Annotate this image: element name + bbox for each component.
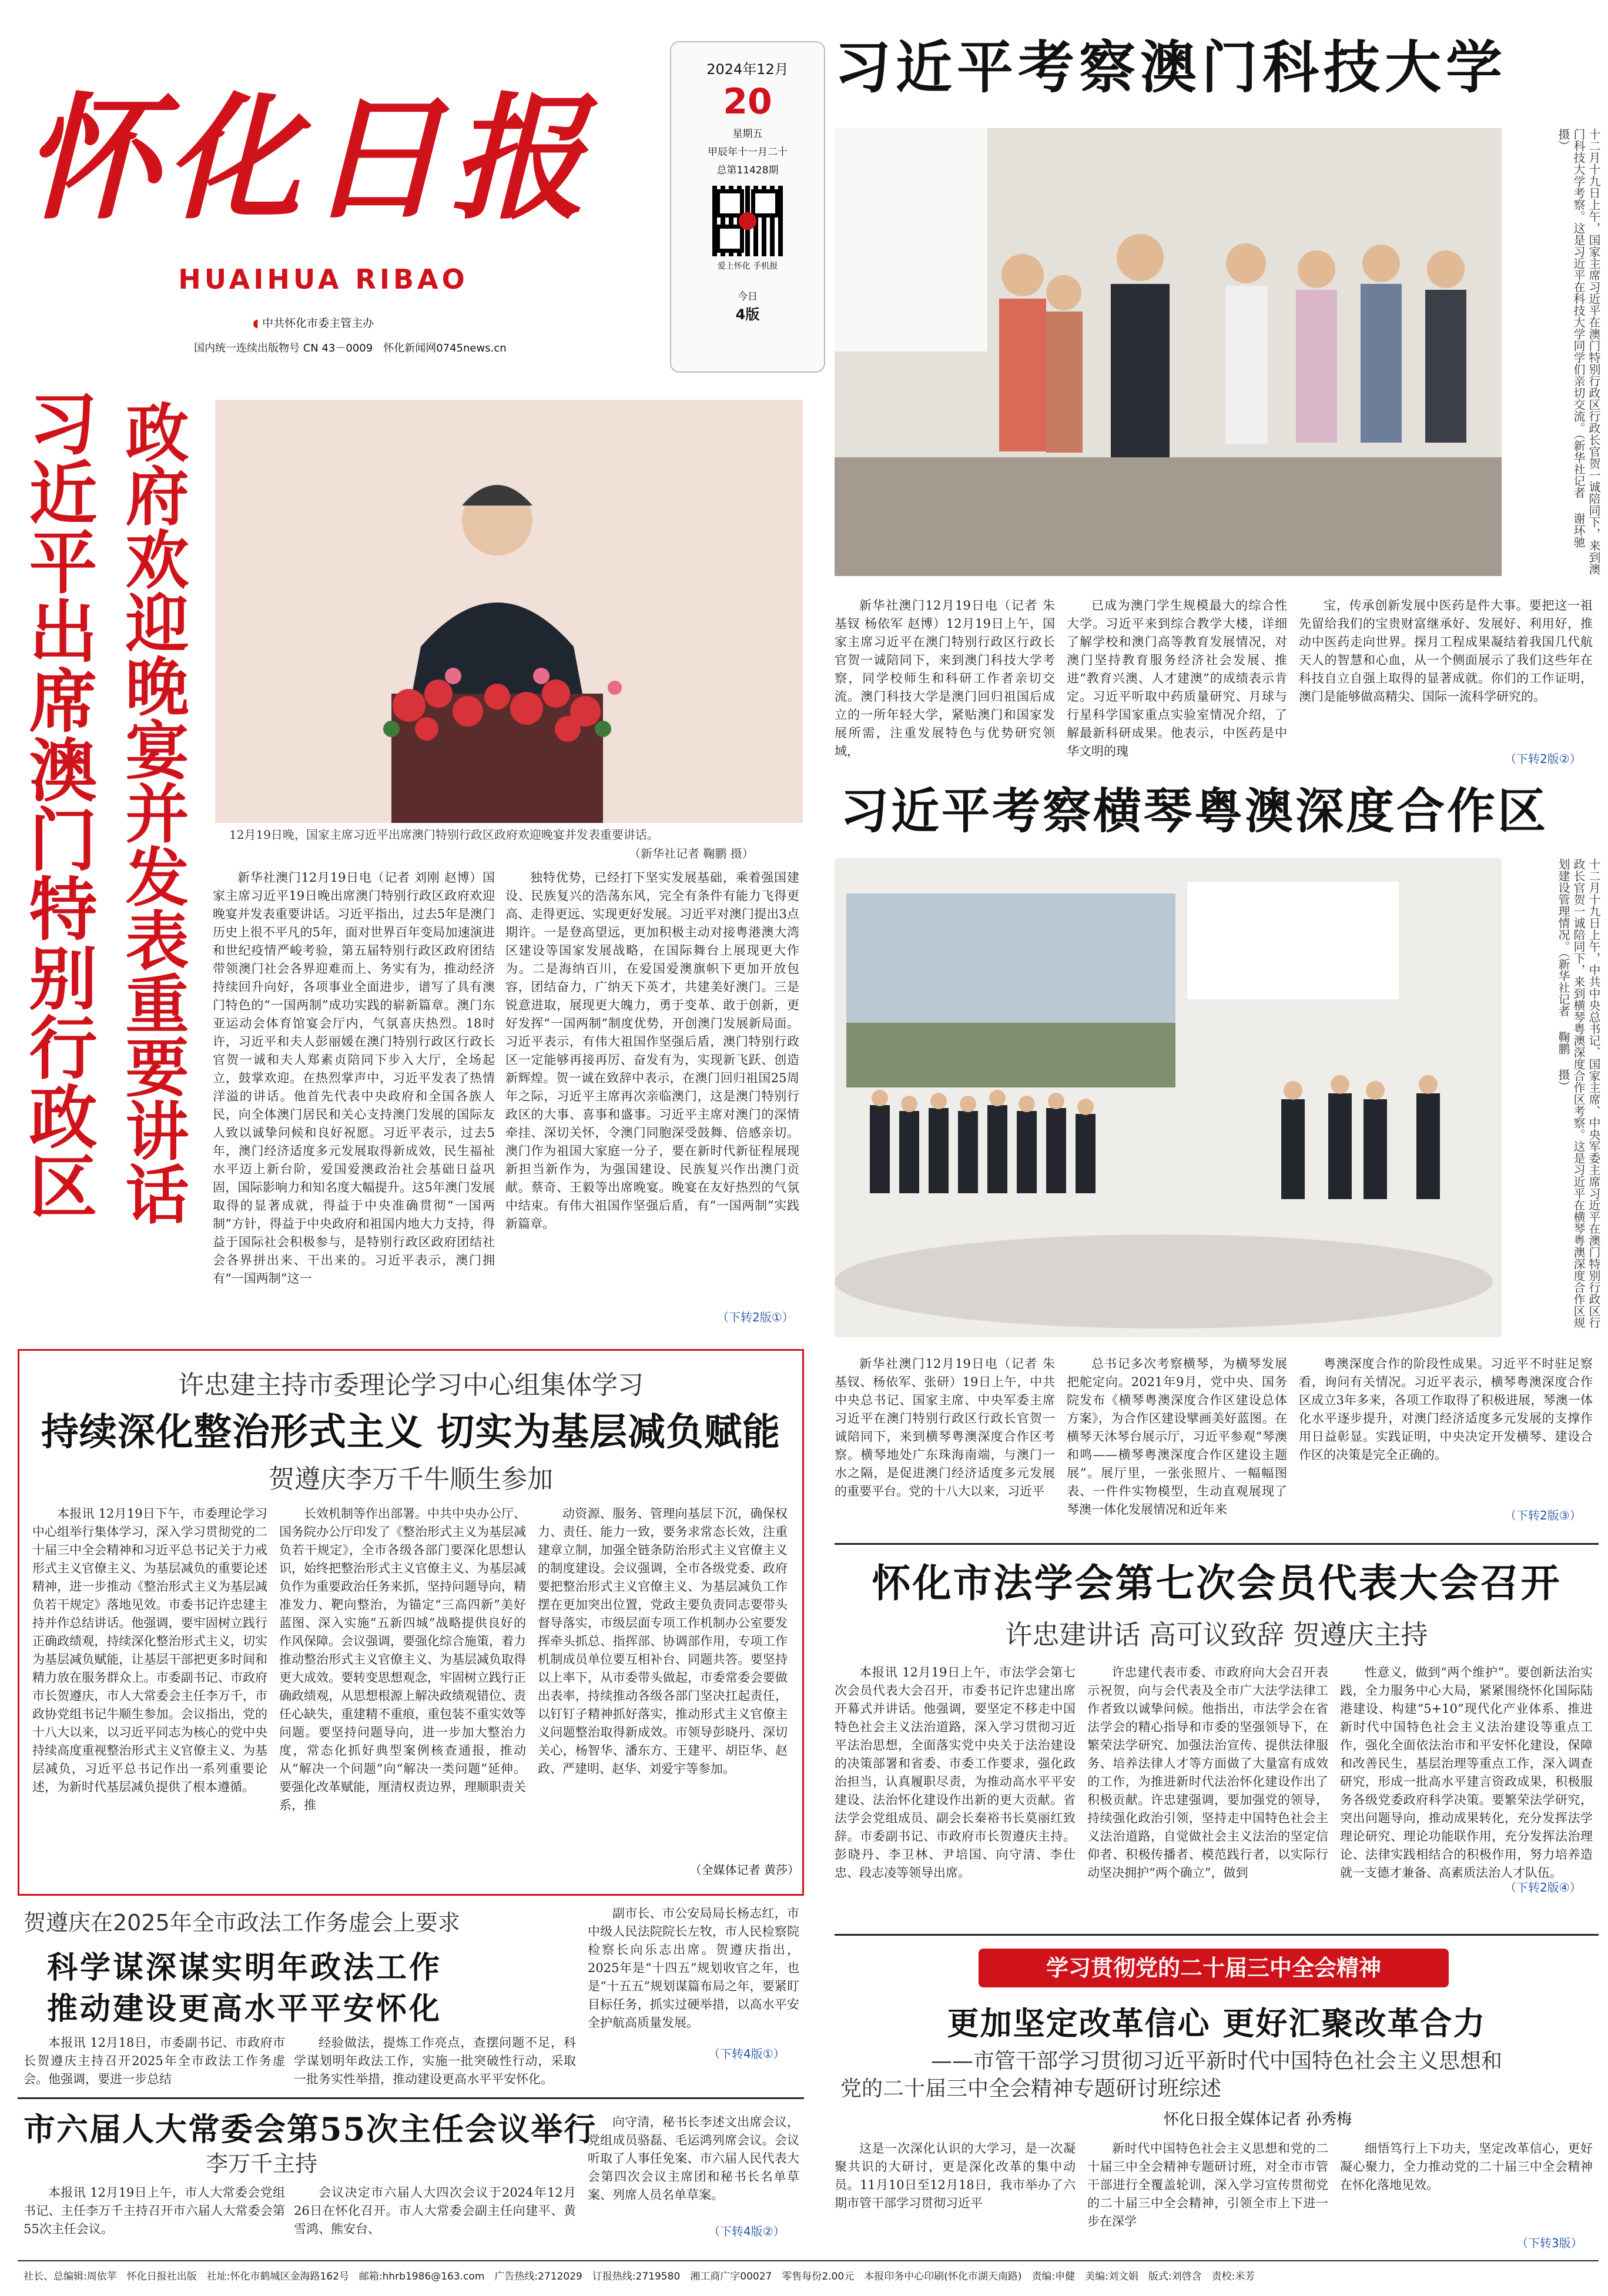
law-continued-link[interactable]: （下转2版④）: [1505, 1880, 1582, 1895]
study-body-col1: 本报讯 12月19日下午，市委理论学习中心组举行集体学习，深入学习贯彻党的二十届三中全会精神和习近平总书记关于力戒形式主义官僚主义、为基层减负的重要论述精神，进一步推动《整治形式主义为基层减负若干规定》落地见效。市委书记许忠建主持并作总结讲话。他强调，要牢固树立践行正确政绩观，持续深化整治形式主义，切实为基层减负赋能，让基层干部把更多时间和精力放在服务群众上。市委副书记、市政府市长贺遵庆，市人大常委会主任李万千，市政协党组书记牛顺生参加。会议指出，党的十八大以来，以习近平同志为核心的党中央持续高度重视整治形式主义官僚主义、为基层减负，习近平总书记作出一系列重要论述，为新时代基层减负提供了根本遵循。: [32, 1507, 267, 1794]
university-photo: [835, 128, 1502, 576]
issue-number: 总第11428期: [716, 165, 779, 176]
sponsor-logo-icon: ◖: [253, 317, 259, 330]
divider-law: [835, 1543, 1599, 1545]
divider-npc: [18, 2097, 804, 2099]
lead-headline-col2: 政府欢迎晚宴并发表重要讲话: [115, 400, 189, 1225]
hengqin-photo-caption: 十二月十九日上午，中共中央总书记、国家主席、中央军委主席习近平在澳门特别行政区行政长官贺一诚陪同下，来到横琴粤澳深度合作区考察。这是习近平在横琴粤澳深度合作区规划建设管理情况。（新华社记者 鞠鹏 摄）: [1556, 858, 1601, 1328]
qr-code-icon[interactable]: [712, 186, 783, 256]
footer-imprint: 社长、总编辑:周依苹 怀化日报社出版 社址:怀化市鹤城区金海路162号 邮箱:hhrb1986@163.com 广告热线:2712029 订报热线:2719580 湘工商广字00027 零售每份2.00元 本报印务中心印刷(怀化市湖天南路) 责编:申健 美编:刘文娟 版式:刘啓含 责校:米芳: [24, 2271, 1255, 2282]
lead-headline-col1: 习近平出席澳门特别行政区: [18, 388, 98, 1220]
plenum-byline: 怀化日报全媒体记者 孙秀梅: [1163, 2111, 1352, 2128]
study-subheadline: 贺遵庆李万千牛顺生参加: [269, 1464, 553, 1494]
plenum-subheadline-2: 党的二十届三中全会精神专题研讨班综述: [840, 2077, 1222, 2101]
university-body-col2: 已成为澳门学生规模最大的综合性大学。习近平来到综合教学大楼，详细了解学校和澳门高等教育发展情况，对澳门坚持教育服务经济社会发展、推进“教育兴澳、人才建澳”的成绩表示肯定。习近平听取中药质量研究、月球与行星科学国家重点实验室情况介绍，了解最新科研成果。他表示，中医药是中华文明的瑰: [1067, 598, 1287, 758]
politics-headline-1: 科学谋深谋实明年政法工作: [47, 1950, 443, 1986]
qr-label: 爱上怀化 手机报: [717, 262, 778, 271]
reg-line: 国内统一连续出版物号 CN 43－0009 怀化新闻网0745news.cn: [194, 342, 507, 354]
npc-body-col1: 本报讯 12月19日上午，市人大常委会党组书记、主任李万千主持召开市六届人大常委会第55次主任会议。: [24, 2185, 285, 2236]
npc-body-col2: 会议决定市六届人大四次会议于2024年12月26日在怀化召开。市人大常委会副主任向建平、黄雪鸿、熊安台、: [294, 2185, 576, 2236]
university-body-col3: 宝，传承创新发展中医药是件大事。要把这一祖先留给我们的宝贵财富继承好、发展好、利用好，推动中医药走向世界。探月工程成果凝结着我国几代航天人的智慧和心血，从一个侧面展示了我们这些年在科技自立自强上取得的显著成就。你们的工作证明，澳门是能够做高精尖、国际一流科学研究的。: [1299, 598, 1593, 704]
divider-plenum: [835, 1934, 1599, 1936]
weekday: 星期五: [732, 128, 763, 140]
study-body-col3: 动资源、服务、管理向基层下沉，确保权力、责任、能力一致，要务求常态长效，注重建章立制，加强全链条防治形式主义官僚主义的制度建设。会议强调，全市各级党委、政府要把整治形式主义官僚主义、为基层减负工作摆在更加突出位置，党政主要负责同志要带头督导落实，市级层面专项工作机制办公室要发挥牵头抓总、指挥部、协调部作用，专项工作机制成员单位要互相补台、同题共答。要坚持以上率下，从市委带头做起，市委常委会要做出表率，持续推动各级各部门坚决扛起责任，以钉钉子精神抓好落实，推动形式主义官僚主义问题整治取得新成效。市领导彭晓丹、深切关心，杨智华、潘东方、王建平、胡臣华、赵政、严建明、赵华、刘爱宇等参加。: [538, 1507, 788, 1776]
study-body-col2: 长效机制等作出部署。中共中央办公厅、国务院办公厅印发了《整治形式主义为基层减负若干规定》，全市各级各部门要深化思想认识，始终把整治形式主义官僚主义、为基层减负作为重要政治任务来抓，坚持问题导向，精准发力、靶向整治，为锚定“三高四新”美好蓝图、深入实施“五新四城”战略提供良好的作风保障。会议强调，要强化综合施策，着力推动整治形式主义官僚主义、为基层减负取得更大成效。要转变思想观念，牢固树立践行正确政绩观，从思想根源上解决政绩观错位、责任心缺失，重建精不重痕，重包装不重实效等问题。要坚持问题导向，进一步加大整治力度，常态化抓好典型案例核查通报，推动从“解决一个问题”向“解决一类问题”延伸。要强化改革赋能，厘清权责边界，理顺职责关系，推: [279, 1507, 526, 1812]
npc-headline: 市六届人大常委会第55次主任会议举行: [24, 2110, 597, 2148]
university-continued-link[interactable]: （下转2版②）: [1505, 752, 1582, 766]
npc-continued-link[interactable]: （下转4版②）: [708, 2224, 785, 2238]
lead-photo: [215, 400, 803, 823]
plenum-body-col2: 新时代中国特色社会主义思想和党的二十届三中全会精神专题研讨班，对全市市管干部进行全覆盖轮训，深入学习宣传贯彻党的二十届三中全会精神，引领全市上下进一步在深学: [1087, 2141, 1328, 2228]
lead-body-col2: 独特优势，已经打下坚实发展基础，乘着强国建设、民族复兴的浩荡东风，完全有条件有能力飞得更高、走得更远、实现更好发展。习近平对澳门提出3点期许。一是登高望远，更加积极主动对接粤港澳大湾区建设等国家发展战略，在国际舞台上展现更大作为。二是海纳百川，在爱国爱澳旗帜下更加开放包容，团结奋力，广纳天下英才，共建美好澳门。三是锐意进取，展现更大魄力，勇于变革、敢于创新，更好发挥“一国两制”制度优势，开创澳门发展新局面。习近平表示，有伟大祖国作坚强后盾，澳门特别行政区一定能够再接再厉、奋发有为，实现新飞跃、创造新辉煌。贺一诚在致辞中表示，在澳门回归祖国25周年之际，习近平主席再次亲临澳门，这是澳门特别行政区的大事、喜事和盛事。习近平主席对澳门的深情牵挂、深切关怀，令澳门同胞深受鼓舞、倍感亲切。澳门作为祖国大家庭一分子，要在新时代新征程展现新担当新作为，为强国建设、民族复兴作出澳门贡献。蔡奇、王毅等出席晚宴。晚宴在友好热烈的气氛中结束。有伟大祖国作坚强后盾，有“一国两制”实践新篇章。: [505, 871, 799, 1231]
lead-photo-credit: （新华社记者 鞠鹏 摄）: [629, 846, 754, 861]
date-year-month: 2024年12月: [706, 61, 789, 78]
university-photo-caption: 十二月十九日上午，国家主席习近平在澳门特别行政区行政长官贺一诚陪同下，来到澳门科技大学考察。这是习近平在科技大学同学们亲切交流。（新华社记者 谢环驰 摄）: [1556, 128, 1601, 575]
lead-body-col1: 新华社澳门12月19日电（记者 刘刚 赵博）国家主席习近平19日晚出席澳门特别行政区政府欢迎晚宴并发表重要讲话。习近平指出，过去5年是澳门历史上很不平凡的5年，面对世界百年变局加速演进和世纪疫情严峻考验，第五届特别行政区政府团结带领澳门社会各界迎难而上、务实有为，推动经济持续回升向好，各项事业全面进步，谱写了具有澳门特色的“一国两制”成功实践的崭新篇章。澳门东亚运动会体育馆宴会厅内，气氛喜庆热烈。18时许，习近平和夫人彭丽媛在澳门特别行政区行政长官贺一诚和夫人郑素贞陪同下步入大厅，全场起立，鼓掌欢迎。在热烈掌声中，习近平发表了热情洋溢的讲话。他首先代表中央政府和全国各族人民，向全体澳门居民和关心支持澳门发展的国际友人致以诚挚问候和良好祝愿。习近平表示，过去5年，澳门经济适度多元发展取得新成效，民生福祉水平迈上新台阶，爱国爱澳政治社会基础日益巩固，国际影响力和知名度大幅提升。这5年澳门发展取得的显著成就，得益于中央准确贯彻“一国两制”方针，得益于中央政府和祖国内地大力支持，得益于国际社会积极参与，是特别行政区政府团结社会各界拼出来、干出来的。习近平表示，澳门拥有“一国两制”这一: [213, 871, 495, 1286]
plenum-body-col3: 细悟笃行上下功夫，坚定改革信心，更好凝心聚力，全力推动党的二十届三中全会精神在怀化落地见效。: [1340, 2141, 1593, 2192]
date-day: 20: [723, 81, 772, 122]
politics-continued-link[interactable]: （下转4版①）: [708, 2047, 785, 2061]
lead-photo-caption: 12月19日晚，国家主席习近平出席澳门特别行政区政府欢迎晚宴并发表重要讲话。: [229, 828, 659, 842]
hengqin-continued-link[interactable]: （下转2版③）: [1505, 1508, 1582, 1522]
plenum-headline: 更加坚定改革信心 更好汇聚改革合力: [947, 2004, 1486, 2042]
plenum-subheadline-1: ——市管干部学习贯彻习近平新时代中国特色社会主义思想和: [930, 2049, 1502, 2073]
law-subheadline: 许忠建讲话 高可议致辞 贺遵庆主持: [1005, 1619, 1428, 1651]
politics-body-col3: 副市长、市公安局局长杨志红，市中级人民法院院长左牧，市人民检察院检察长向乐志出席。贺遵庆指出，2025年是“十四五”规划收官之年，也是“十五五”规划谋篇布局之年，要紧盯目标任务，抓实过硬举措，以高水平安全护航高质量发展。: [588, 1906, 799, 2030]
law-headline: 怀化市法学会第七次会员代表大会召开: [872, 1560, 1562, 1606]
masthead-pinyin: HUAIHUA RIBAO: [178, 263, 468, 295]
hengqin-body-col3: 粤澳深度合作的阶段性成果。习近平不时驻足察看，询问有关情况。习近平表示，横琴粤澳深度合作区成立3年多来，各项工作取得了积极进展，琴澳一体化水平逐步提升，对澳门经济适度多元发展的支撑作用日益彰显。实践证明，中央决定开发横琴、建设合作区的决策是完全正确的。: [1299, 1357, 1593, 1462]
law-body-col3: 性意义，做到“两个维护”。要创新法治实践，全力服务中心大局，紧紧围绕怀化国际陆港建设、构建“5+10”现代化产业体系、推进新时代中国特色社会主义法治建设等重点工作，强化全面依法治市和平安怀化建设，保障和改善民生，基层治理等重点工作，深入调查研究，形成一批高水平建言资政成果，积极服务各级党委政府科学决策。要繁荣法学研究，突出问题导向，推动成果转化，充分发挥法学理论研究、理论功能联作用，充分发挥法治理论、法律实践相结合的积极作用，努力培养造就一支德才兼备、高素质法治人才队伍。: [1340, 1665, 1593, 1880]
university-headline: 习近平考察澳门科技大学: [835, 34, 1507, 101]
politics-body-col2: 经验做法，提炼工作亮点，查摆问题不足，科学谋划明年政法工作，实施一批突破性行动，采取一批务实性举措，推动建设更高水平平安怀化。: [294, 2036, 576, 2086]
plenum-continued-link[interactable]: （下转3版）: [1516, 2236, 1583, 2250]
today-label: 今日: [738, 291, 758, 303]
npc-body-col3: 向守清，秘书长李述文出席会议，党组成员骆磊、毛运鸿列席会议。会议听取了人事任免案、市六届人民代表大会第四次会议主席团和秘书长名单草案、列席人员名单草案。: [588, 2115, 799, 2202]
sponsor-line: ◖ 中共怀化市委主管主办: [253, 317, 374, 330]
politics-headline-2: 推动建设更高水平平安怀化: [47, 1991, 443, 2027]
footer-rule: [18, 2260, 1599, 2261]
law-body-col2: 许忠建代表市委、市政府向大会召开表示祝贺，向与会代表及全市广大法学法律工作者致以诚挚问候。他指出，市法学会在省法学会的精心指导和市委的坚强领导下，在繁荣法学研究、加强法治宣传、提供法律服务、培养法律人才等方面做了大量富有成效的工作，为推进新时代法治怀化建设作出了积极贡献。许忠建强调，要加强党的领导，持续强化政治引领，坚持走中国特色社会主义法治道路，自觉做社会主义法治的坚定信仰者、积极传播者、模范践行者，以实际行动坚决拥护“两个确立”，做到: [1087, 1665, 1328, 1880]
study-headline: 持续深化整治形式主义 切实为基层减负赋能: [41, 1410, 781, 1454]
npc-subheadline: 李万千主持: [206, 2151, 318, 2177]
plenum-body-col1: 这是一次深化认识的大学习，是一次凝聚共识的大研讨，更是深化改革的集中动员。11月10日至12月18日，我市举办了六期市管干部学习贯彻习近平: [835, 2141, 1076, 2210]
speaker-illustration: [215, 400, 803, 823]
university-body-col1: 新华社澳门12月19日电（记者 朱基钗 杨依军 赵博）12月19日上午，国家主席习近平在澳门特别行政区行政长官贺一诚陪同下，来到澳门科技大学考察，同学校师生和科研工作者亲切交流。澳门科技大学是澳门回归祖国后成立的一所年轻大学，紧贴澳门和国家发展所需，注重发展特色与优势研究领域，: [835, 598, 1055, 758]
law-body-col1: 本报讯 12月19日上午，市法学会第七次会员代表大会召开，市委书记许忠建出席开幕式并讲话。他强调，要坚定不移走中国特色社会主义法治道路，深入学习贯彻习近平法治思想，全面落实党中央关于法治建设的决策部署和省委、市委工作要求，强化政治担当，认真履职尽责，为推动高水平平安建设、法治怀化建设作出新的更大贡献。省法学会党组成员、副会长秦裕书长莫丽红致辞。市委副书记、市政府市长贺遵庆主持。彭晓丹、李卫林、尹培国、向守清、李仕忠、段志凌等领导出席。: [835, 1665, 1076, 1880]
study-kicker: 许忠建主持市委理论学习中心组集体学习: [178, 1370, 644, 1400]
politics-kicker: 贺遵庆在2025年全市政法工作务虚会上要求: [24, 1910, 460, 1936]
lead-continued-link[interactable]: （下转2版①）: [717, 1310, 794, 1324]
study-author: （全媒体记者 黄莎）: [689, 1863, 799, 1877]
university-illustration: [835, 128, 1502, 576]
date-box: [670, 41, 825, 373]
masthead: [0, 0, 670, 370]
plenum-banner: 学习贯彻党的二十届三中全会精神: [979, 1949, 1449, 1987]
hengqin-headline: 习近平考察横琴粤澳深度合作区: [840, 783, 1549, 839]
hengqin-body-col1: 新华社澳门12月19日电（记者 朱基钗、杨依军、张研）19日上午，中共中央总书记、国家主席、中央军委主席习近平在澳门特别行政区行政长官贺一诚陪同下，来到横琴粤澳深度合作区考察。横琴地处广东珠海南端，与澳门一水之隔，是促进澳门经济适度多元发展的重要平台。党的十八大以来，习近平: [835, 1357, 1055, 1498]
lunar-date: 甲辰年十一月二十: [708, 146, 788, 158]
politics-body-col1: 本报讯 12月18日，市委副书记、市政府市长贺遵庆主持召开2025年全市政法工作务虚会。他强调，要进一步总结: [24, 2036, 285, 2086]
page-count: 4版: [735, 306, 760, 323]
hengqin-photo: [835, 858, 1502, 1337]
masthead-logo: 怀化日报: [24, 79, 592, 238]
hengqin-illustration: [835, 858, 1502, 1337]
hengqin-body-col2: 总书记多次考察横琴，为横琴发展把舵定向。2021年9月，党中央、国务院发布《横琴粤澳深度合作区建设总体方案》，为合作区建设擘画美好蓝图。在横琴天沐琴台展示厅，习近平参观“琴澳和鸣——横琴粤澳深度合作区建设主题展”。展厅里，一张张照片、一幅幅图表、一件件实物模型，生动直观展现了琴澳一体化发展情况和近年来: [1067, 1357, 1287, 1517]
